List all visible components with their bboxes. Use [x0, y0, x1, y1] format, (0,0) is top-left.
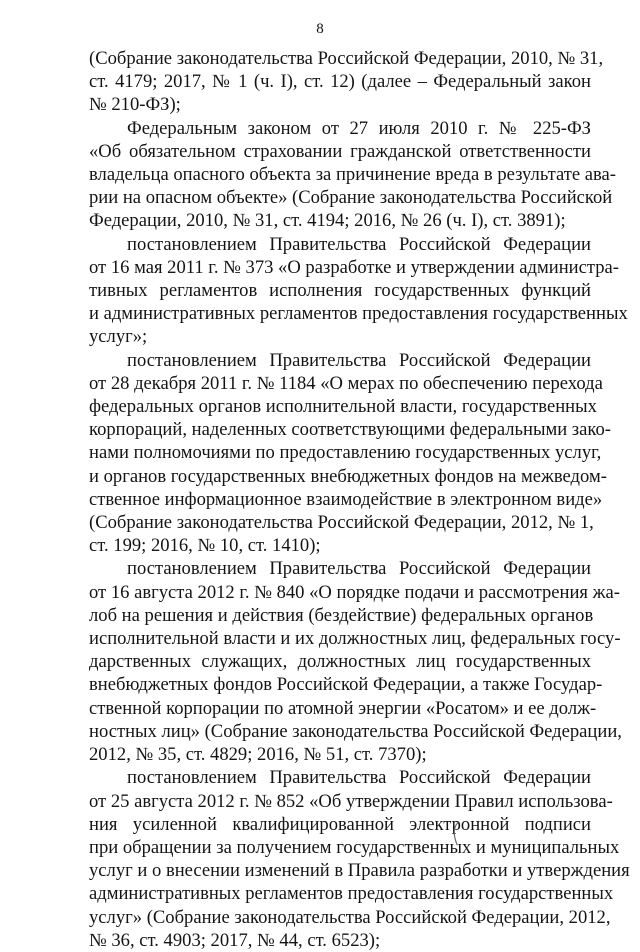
text-line: от 25 августа 2012 г. № 852 «Об утверждении Правил использова-	[89, 790, 613, 812]
paragraph-citation-continuation	[89, 47, 604, 117]
handwritten-mark	[449, 820, 464, 847]
paragraph-resolution-840	[89, 557, 622, 766]
text-line: Федеральным законом от 27 июля 2010 г. № 225-ФЗ	[127, 117, 591, 139]
text-line: федеральных органов исполнительной власти, государственных	[89, 396, 597, 418]
text-line: тивных регламентов исполнения государственных функций	[89, 280, 591, 302]
text-line: ния усиленной квалифицированной электронной подписи	[89, 813, 591, 835]
text-line: «Об обязательном страховании гражданской ответственности	[89, 140, 591, 162]
text-line: при обращении за получением государственных и муниципальных	[89, 836, 620, 858]
text-line: рии на опасном объекте» (Собрание законодательства Российской	[89, 187, 613, 209]
text-line: от 16 мая 2011 г. № 373 «О разработке и утверждении администра-	[89, 256, 619, 278]
document-body	[89, 47, 630, 952]
text-line: постановлением Правительства Российской Федерации	[127, 767, 591, 789]
text-line: и административных регламентов предоставления государственных	[89, 303, 628, 325]
text-line: ностных лиц» (Собрание законодательства Российской Федерации,	[89, 720, 622, 742]
text-line: от 28 декабря 2011 г. № 1184 «О мерах по обеспечению перехода	[89, 372, 603, 394]
text-line: Федерации, 2010, № 31, ст. 4194; 2016, № 26 (ч. I), ст. 3891);	[89, 210, 566, 232]
text-line: дарственных служащих, должностных лиц государственных	[89, 651, 591, 673]
text-line: (Собрание законодательства Российской Федерации, 2012, № 1,	[89, 512, 594, 534]
text-line: ст. 4179; 2017, № 1 (ч. I), ст. 12) (далее – Федеральный закон	[89, 71, 591, 93]
text-line: постановлением Правительства Российской Федерации	[127, 558, 591, 580]
text-line: услуг» (Собрание законодательства Российской Федерации, 2012,	[89, 906, 611, 928]
page-number: 8	[316, 21, 324, 37]
text-line: исполнительной власти и их должностных лиц, федеральных госу-	[89, 628, 621, 650]
text-line: административных регламентов предоставления государственных	[89, 883, 614, 905]
text-line: и органов государственных внебюджетных фондов на межведом-	[89, 465, 607, 487]
text-line: № 210-ФЗ);	[89, 94, 181, 116]
text-line: лоб на решения и действия (бездействие) федеральных органов	[89, 604, 594, 626]
text-line: услуг»;	[89, 326, 148, 348]
text-line: владельца опасного объекта за причинение вреда в результате ава-	[89, 164, 616, 186]
paragraph-resolution-852	[89, 766, 630, 952]
text-line: ственной корпорации по атомной энергии «Росатом» и ее долж-	[89, 697, 597, 719]
text-line: нами полномочиями по предоставлению государственных услуг,	[89, 442, 602, 464]
paragraph-resolution-1184	[89, 349, 611, 558]
text-line: (Собрание законодательства Российской Федерации, 2010, № 31,	[89, 48, 604, 69]
paragraph-resolution-373	[89, 233, 628, 349]
text-line: ст. 199; 2016, № 10, ст. 1410);	[89, 535, 321, 557]
text-line: № 36, ст. 4903; 2017, № 44, ст. 6523);	[89, 929, 381, 951]
paragraph-federal-law-225	[89, 117, 616, 233]
text-line: услуг и о внесении изменений в Правила разработки и утверждения	[89, 860, 630, 882]
text-line: постановлением Правительства Российской Федерации	[127, 233, 591, 255]
text-line: от 16 августа 2012 г. № 840 «О порядке подачи и рассмотрения жа-	[89, 581, 620, 603]
text-line: ственное информационное взаимодействие в электронном виде»	[89, 488, 603, 510]
text-line: постановлением Правительства Российской Федерации	[127, 349, 591, 371]
text-line: 2012, № 35, ст. 4829; 2016, № 51, ст. 7370);	[89, 744, 427, 766]
text-line: внебюджетных фондов Российской Федерации, а также Государ-	[89, 674, 603, 696]
text-line: корпораций, наделенных соответствующими федеральными зако-	[89, 419, 611, 441]
